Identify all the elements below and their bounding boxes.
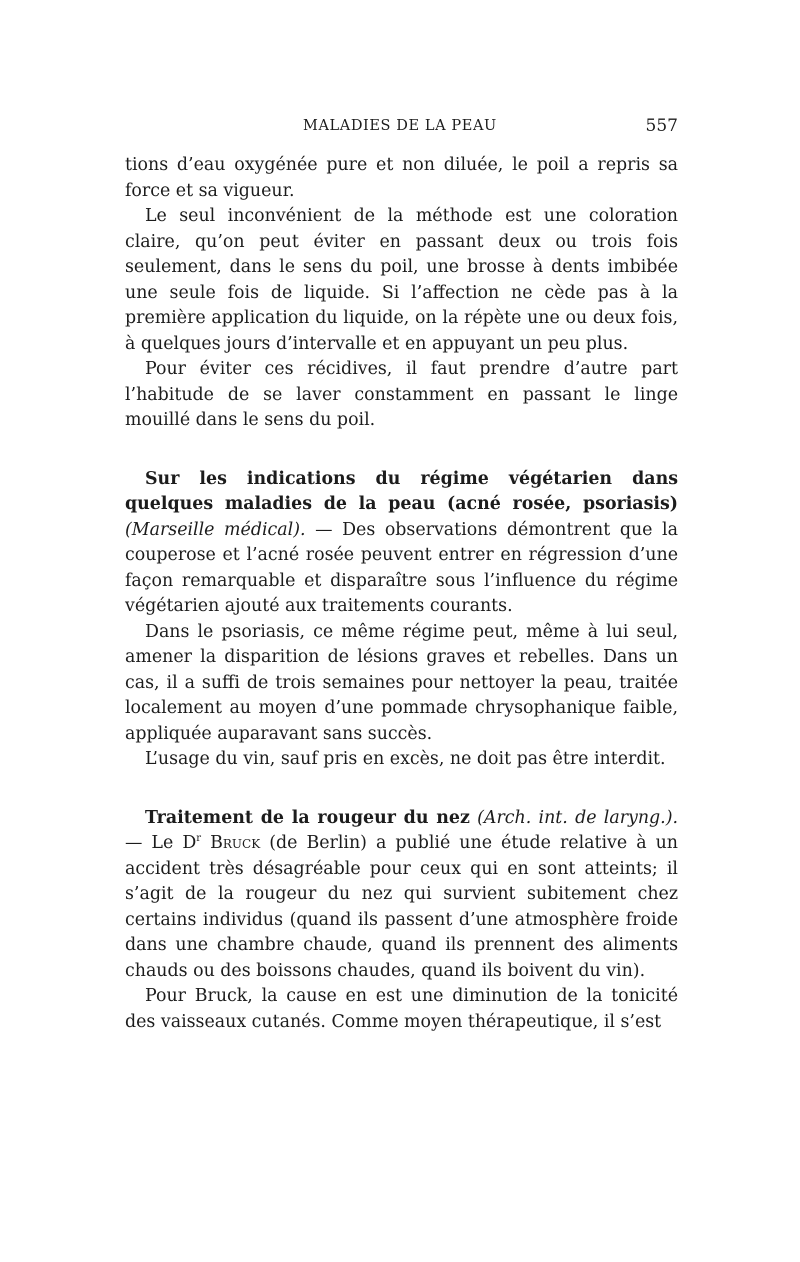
article-vegetarian-diet: [125, 467, 678, 773]
paragraph: Dans le psoriasis, ce même régime peut, même à lui seul, amener la disparition de lésions graves et rebelles. Dans un cas, il a suffi de trois semaines pour nettoyer la peau, traitée localement au moyen d’une pommade chrysophanique faible, appliquée auparavant sans succès.: [125, 621, 678, 744]
paragraph-text: — Des observations démontrent que la couperose et l’acné rosée peuvent entrer en régression d’une façon remarquable et disparaître sous l’influence du régime végétarien ajouté aux traitements courants.: [125, 519, 678, 616]
page-number: 557: [645, 116, 678, 136]
article-lead-paragraph: [125, 806, 678, 985]
dash-text: — Le: [125, 833, 183, 853]
article-heading: Sur les indications du régime végétarien dans quelques maladies de la peau (acné rosée, psoriasis): [125, 468, 678, 514]
article-heading: Traitement de la rougeur du nez: [145, 807, 470, 828]
paragraph: Pour éviter ces récidives, il faut prendre d’autre part l’habitude de se laver constamment en passant le linge mouillé dans le sens du poil.: [125, 359, 678, 430]
article-lead-paragraph: [125, 467, 678, 620]
paragraph-text: (de Berlin) a publié une étude relative à un accident très désagréable pour ceux qui en sont atteints; il s’agit de la rougeur du nez qui survient subitement chez certains individus (quand ils passent d’une atmosphère froide dans une chambre chaude, quand ils prennent des aliments chauds ou des boissons chaudes, quand ils boivent du vin).: [125, 833, 679, 981]
paragraph: Le seul inconvénient de la méthode est une coloration claire, qu’on peut éviter en passant deux ou trois fois seulement, dans le sens du poil, une brosse à dents imbibée une seule fois de liquide. Si l’affection ne cède pas à la première application du liquide, on la répète une ou deux fois, à quelques jours d’intervalle et en appuyant un peu plus.: [125, 206, 678, 354]
article-source: (Marseille médical).: [125, 519, 306, 540]
author-name: Bruck: [210, 833, 261, 853]
paragraph: L’usage du vin, sauf pris en excès, ne doit pas être interdit.: [145, 749, 666, 769]
paragraph: Pour Bruck, la cause en est une diminution de la tonicité des vaisseaux cutanés. Comme moyen thérapeutique, il s’est: [125, 986, 678, 1032]
paragraph: tions d’eau oxygénée pure et non diluée, le poil a repris sa force et sa vigueur.: [125, 155, 678, 201]
doctor-abbrev-sup: r: [196, 833, 202, 845]
running-head: [125, 118, 678, 140]
doctor-abbrev: D: [182, 833, 197, 853]
body-text: [125, 153, 678, 1035]
article-source: (Arch. int. de laryng.).: [477, 807, 679, 828]
article-nose-redness: [125, 806, 678, 1036]
running-title: MALADIES DE LA PEAU: [303, 118, 497, 134]
